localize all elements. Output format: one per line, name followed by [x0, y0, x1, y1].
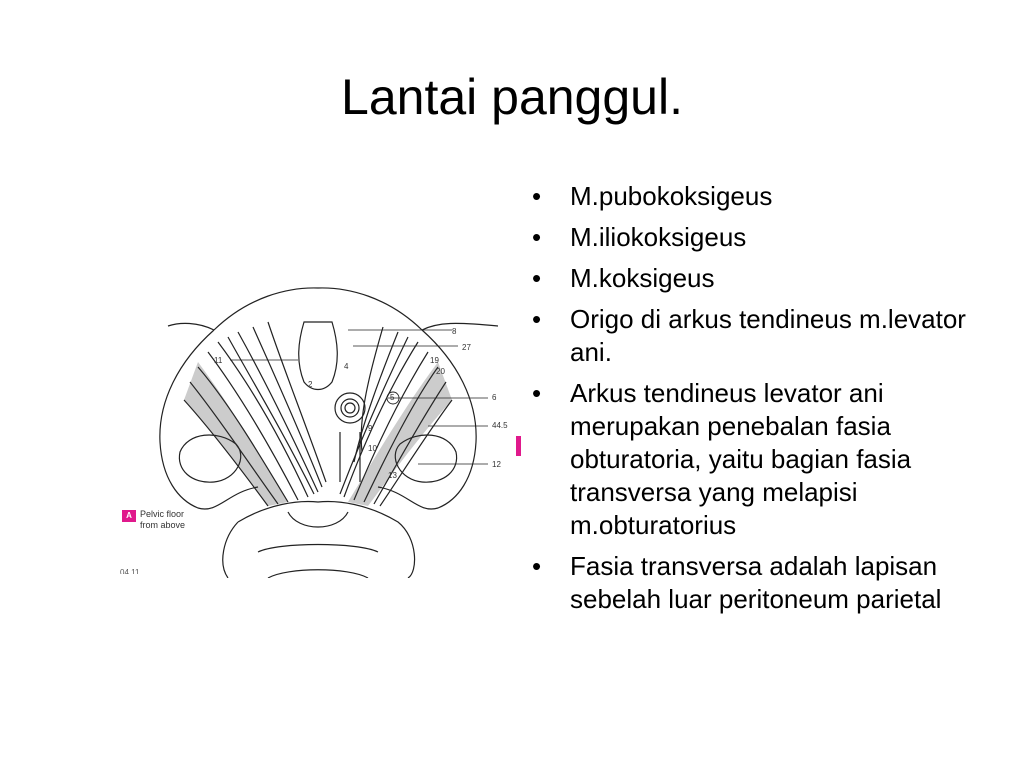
bullet-dot: • — [532, 181, 542, 211]
figure-label-6: 6 — [492, 393, 497, 402]
figure-label-20: 20 — [436, 367, 445, 376]
figure-label-44-5: 44.5 — [492, 421, 508, 430]
bullet-item — [532, 180, 972, 213]
bullet-list — [532, 180, 972, 624]
bullet-text: M.pubokoksigeus — [570, 181, 773, 211]
bullet-text: Origo di arkus tendineus m.levator ani. — [570, 304, 966, 367]
bullet-text: M.koksigeus — [570, 263, 715, 293]
figure-edge-marker — [516, 436, 521, 456]
bullet-dot: • — [532, 304, 542, 334]
figure-label-2: 2 — [308, 380, 313, 389]
pelvic-floor-drawing — [118, 282, 518, 578]
bullet-dot: • — [532, 222, 542, 252]
figure-label-8: 8 — [452, 327, 457, 336]
bullet-dot: • — [532, 263, 542, 293]
figure-label-4: 4 — [344, 362, 349, 371]
bullet-item — [532, 262, 972, 295]
bullet-item — [532, 303, 972, 369]
figure-label-10: 10 — [368, 444, 377, 453]
figure-caption-badge: A — [122, 510, 136, 522]
figure-label-27: 27 — [462, 343, 471, 352]
figure-caption-line-2: from above — [140, 520, 186, 530]
bullet-item — [532, 221, 972, 254]
bullet-dot: • — [532, 551, 542, 581]
bullet-text: Fasia transversa adalah lapisan sebelah luar peritoneum parietal — [570, 551, 942, 614]
bullet-item — [532, 377, 972, 542]
slide-title: Lantai panggul. — [341, 69, 683, 125]
figure-caption-line-1: Pelvic floor — [140, 509, 185, 519]
figure-caption — [140, 509, 185, 531]
bullet-item — [532, 550, 972, 616]
bullet-text: M.iliokoksigeus — [570, 222, 747, 252]
bullet-dot: • — [532, 378, 542, 408]
figure-label-5: 5 — [390, 393, 395, 402]
figure-label-12: 12 — [492, 460, 501, 469]
figure-label-13: 13 — [388, 471, 397, 480]
figure-page-marker: 04.11 — [120, 568, 140, 574]
figure-label-11: 11 — [214, 356, 223, 365]
bullet-text: Arkus tendineus levator ani merupakan penebalan fasia obturatoria, yaitu bagian fasia transversa yang melapisi m.obturatorius — [570, 378, 912, 540]
pelvic-floor-illustration — [118, 282, 518, 578]
figure-label-9: 9 — [368, 424, 373, 433]
figure-label-19: 19 — [430, 356, 439, 365]
